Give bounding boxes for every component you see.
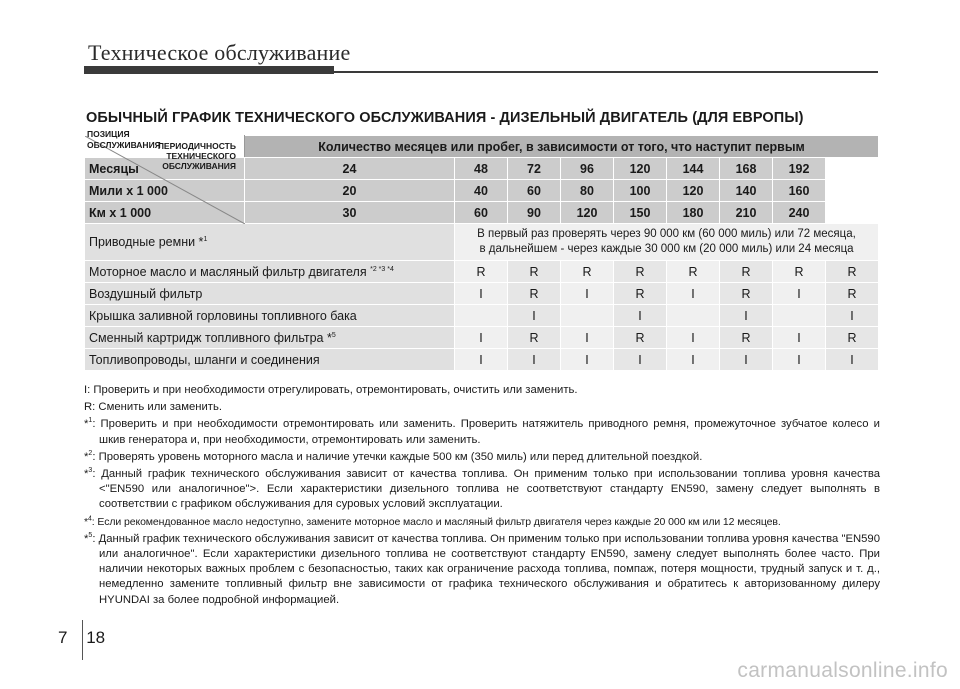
schedule-action-cell: I	[720, 349, 773, 371]
interval-row-label: Месяцы	[85, 158, 245, 180]
interval-value: 168	[720, 158, 773, 180]
interval-value: 40	[455, 180, 508, 202]
schedule-action-cell: R	[720, 261, 773, 283]
interval-value: 72	[508, 158, 561, 180]
schedule-action-cell: R	[720, 283, 773, 305]
interval-value: 140	[720, 180, 773, 202]
interval-row-label: Км x 1 000	[85, 202, 245, 224]
schedule-action-cell: I	[455, 349, 508, 371]
schedule-action-cell: R	[561, 261, 614, 283]
schedule-action-cell: R	[455, 261, 508, 283]
page-number	[58, 628, 105, 648]
interval-value: 48	[455, 158, 508, 180]
interval-value: 96	[561, 158, 614, 180]
schedule-item-row	[85, 261, 879, 283]
interval-value: 160	[773, 180, 826, 202]
schedule-action-cell: R	[826, 261, 879, 283]
interval-value: 240	[773, 202, 826, 224]
watermark: carmanualsonline.info	[737, 659, 948, 682]
drive-belt-schedule-note: В первый раз проверять через 90 000 км (60 000 миль) или 72 месяца, в дальнейшем - через каждые 30 000 км (20 000 миль) или 24 месяца	[455, 224, 879, 261]
schedule-action-cell: I	[455, 327, 508, 349]
interval-value: 120	[561, 202, 614, 224]
footnote: *$^2$: Проверять уровень моторного масла и наличие утечки каждые 500 км (350 миль) или перед длительной поездкой.	[84, 450, 703, 463]
interval-value: 20	[245, 180, 455, 202]
interval-value: 100	[614, 180, 667, 202]
interval-value: 30	[245, 202, 455, 224]
footnote: I: Проверить и при необходимости отрегулировать, отремонтировать, очистить или заменить.	[84, 384, 578, 396]
schedule-action-cell: I	[667, 349, 720, 371]
schedule-action-cell: I	[773, 349, 826, 371]
row-label-drive-belts: Приводные ремни *$^1$	[85, 224, 455, 261]
schedule-action-cell: I	[826, 305, 879, 327]
corner-label-periodicity: ПЕРИОДИЧНОСТЬ ТЕХНИЧЕСКОГО ОБСЛУЖИВАНИЯ	[157, 141, 236, 171]
schedule-action-cell	[561, 305, 614, 327]
schedule-action-cell: R	[667, 261, 720, 283]
schedule-action-cell: R	[826, 283, 879, 305]
page-number-value: 18	[86, 628, 106, 647]
footnotes	[84, 383, 880, 610]
footnote: *$^3$: Данный график технического обслуживания зависит от качества топлива. Он применим только при использовании топлива уровня качества <"EN590 или аналогичное">. Если характеристики дизельного топлива не соответствуют стандарту EN590, замену следует выполнять в соответствии с графиком обслуживания для суровых условий эксплуатации.	[84, 467, 880, 511]
interval-row-label: Мили x 1 000	[85, 180, 245, 202]
schedule-action-cell: I	[508, 305, 561, 327]
interval-value: 120	[614, 158, 667, 180]
schedule-item-row	[85, 327, 879, 349]
footnote: *$^1$: Проверить и при необходимости отремонтировать или заменить. Проверить натяжитель приводного ремня, промежуточное зубчатое колесо и шкив генератора и, при необходимости, отремонтировать или заменить.	[84, 417, 880, 446]
schedule-action-cell: I	[614, 305, 667, 327]
interval-value: 60	[508, 180, 561, 202]
schedule-action-cell: I	[720, 305, 773, 327]
schedule-action-cell: R	[614, 261, 667, 283]
footnote: *$^5$: Данный график технического обслуживания зависит от качества топлива. Он применим только при использовании топлива уровня качества "EN590 или аналогичное". Если характеристики дизельного топлива не соответствуют стандарту EN590, замену следует выполнять более часто. При наличии некоторых важных проблем с безопасностью, таких как ограничение расхода топлива, помпаж, потеря мощности, трудный запуск и т. д., немедленно замените топливный фильтр вне зависимости от графика технического обслуживания и обратитесь к авторизованному дилеру HYUNDAI за более подробной информацией.	[84, 532, 880, 606]
schedule-action-cell: I	[667, 327, 720, 349]
schedule-item-row	[85, 349, 879, 371]
schedule-action-cell	[455, 305, 508, 327]
schedule-action-cell: R	[826, 327, 879, 349]
schedule-action-cell: R	[773, 261, 826, 283]
schedule-action-cell: I	[773, 283, 826, 305]
schedule-action-cell: I	[508, 349, 561, 371]
schedule-action-cell: R	[614, 327, 667, 349]
schedule-action-cell: I	[561, 327, 614, 349]
interval-value: 150	[614, 202, 667, 224]
header-rule-thick	[84, 66, 334, 74]
schedule-action-cell: I	[667, 283, 720, 305]
schedule-item-row	[85, 283, 879, 305]
schedule-action-cell: I	[773, 327, 826, 349]
interval-value: 210	[720, 202, 773, 224]
schedule-item-label: Топливопроводы, шланги и соединения	[85, 349, 455, 371]
interval-value: 144	[667, 158, 720, 180]
interval-value: 192	[773, 158, 826, 180]
section-title: ОБЫЧНЫЙ ГРАФИК ТЕХНИЧЕСКОГО ОБСЛУЖИВАНИЯ - ДИЗЕЛЬНЫЙ ДВИГАТЕЛЬ (ДЛЯ ЕВРОПЫ)	[86, 110, 804, 126]
header-rule-thin	[334, 71, 878, 73]
interval-value: 24	[245, 158, 455, 180]
chapter-number: 7	[58, 628, 68, 647]
footnote: *$^4$: Если рекомендованное масло недоступно, замените моторное масло и масляный фильтр двигателя через каждые 20 000 км или 12 месяцев.	[84, 515, 781, 528]
interval-value: 60	[455, 202, 508, 224]
schedule-item-row	[85, 305, 879, 327]
page-header-title: Техническое обслуживание	[88, 40, 351, 65]
schedule-action-cell: R	[508, 327, 561, 349]
footnote: R: Сменить или заменить.	[84, 401, 223, 414]
schedule-action-cell: I	[614, 349, 667, 371]
schedule-action-cell: R	[508, 283, 561, 305]
schedule-item-label: Крышка заливной горловины топливного бака	[85, 305, 455, 327]
schedule-action-cell: R	[508, 261, 561, 283]
maintenance-schedule-table	[84, 129, 879, 371]
schedule-action-cell: R	[614, 283, 667, 305]
corner-label-item: ПОЗИЦИЯ ОБСЛУЖИВАНИЯ	[87, 129, 161, 150]
interval-value: 90	[508, 202, 561, 224]
schedule-action-cell: I	[826, 349, 879, 371]
schedule-action-cell: I	[561, 283, 614, 305]
schedule-action-cell	[773, 305, 826, 327]
interval-value: 80	[561, 180, 614, 202]
schedule-action-cell	[667, 305, 720, 327]
schedule-action-cell: I	[455, 283, 508, 305]
interval-value: 120	[667, 180, 720, 202]
schedule-item-label: Моторное масло и масляный фильтр двигателя $^{*2 *3 *4}$	[85, 261, 455, 283]
schedule-action-cell: R	[720, 327, 773, 349]
schedule-action-cell: I	[561, 349, 614, 371]
schedule-item-label: Сменный картридж топливного фильтра *$^5$	[85, 327, 455, 349]
table-main-header: Количество месяцев или пробег, в зависимости от того, что наступит первым	[245, 136, 879, 158]
schedule-item-label: Воздушный фильтр	[85, 283, 455, 305]
interval-value: 180	[667, 202, 720, 224]
